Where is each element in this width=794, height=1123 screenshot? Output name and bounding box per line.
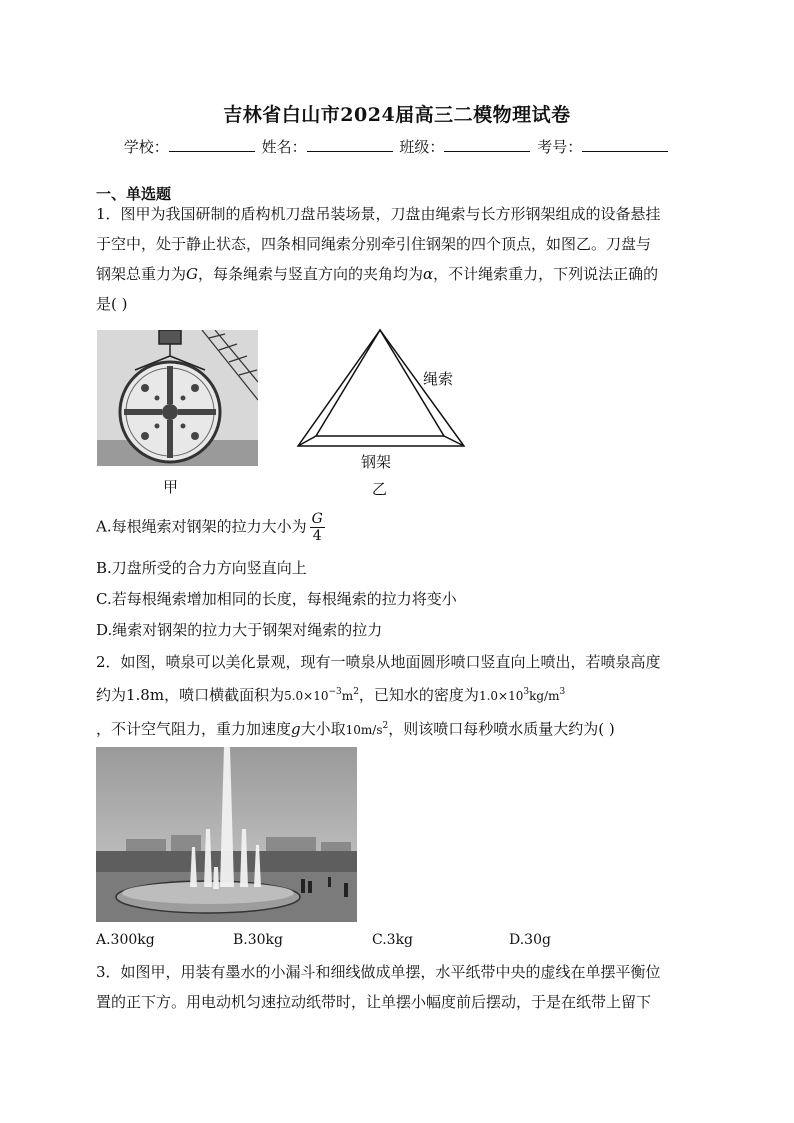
exam-number-blank[interactable] (582, 137, 668, 152)
q3-line-2: 置的正下方。用电动机匀速拉动纸带时，让单摆小幅度前后摆动，于是在纸带上留下 (96, 993, 652, 1011)
figure-fountain-photo (96, 747, 357, 922)
q2-line-3: ，不计空气阻力，重力加速度g大小取$10m/s^2$，则该喷口每秒喷水质量大约为( ) (96, 720, 615, 738)
symbol-G: G (186, 265, 198, 283)
school-label: 学校： (123, 138, 169, 156)
label-frame: 钢架 (361, 453, 392, 471)
exam-title: 吉林省白山市2024届高三二模物理试卷 (223, 104, 571, 126)
q1-option-c[interactable]: C.若每根绳索增加相同的长度，每根绳索的拉力将变小 (96, 590, 457, 608)
figure-a-caption: 甲 (163, 478, 179, 496)
symbol-alpha: α (423, 265, 434, 283)
q2-option-b[interactable]: B.30kg (233, 932, 283, 948)
q1-line-4: 是( ) (96, 295, 128, 313)
question-3-stem (96, 957, 696, 1017)
school-blank[interactable] (169, 137, 255, 152)
class-label: 班级： (399, 138, 445, 156)
label-rope: 绳索 (423, 370, 454, 388)
q1-option-a[interactable]: A.每根绳索对钢架的拉力大小为 $\frac{G}{4}$ (96, 511, 323, 544)
q1-line-3: 钢架总重力为G，每条绳索与竖直方向的夹角均为α，不计绳索重力，下列说法正确的 (96, 265, 659, 283)
section-heading: 一、单选题 (96, 185, 172, 203)
q1-line-1: 1．图甲为我国研制的盾构机刀盘吊装场景，刀盘由绳索与长方形钢架组成的设备悬挂 (96, 205, 661, 223)
question-1-stem (96, 199, 696, 319)
name-blank[interactable] (307, 137, 393, 152)
q2-option-a[interactable]: A.300kg (96, 932, 155, 948)
q2-line-1: 2．如图，喷泉可以美化景观，现有一喷泉从地面圆形喷口竖直向上喷出，若喷泉高度 (96, 653, 661, 671)
q1-line-2: 于空中，处于静止状态，四条相同绳索分别牵引住钢架的四个顶点，如图乙。刀盘与 (96, 235, 652, 253)
q2-option-c[interactable]: C.3kg (372, 932, 414, 948)
q1-option-b[interactable]: B.刀盘所受的合力方向竖直向上 (96, 559, 307, 577)
q2-option-d[interactable]: D.30g (509, 932, 551, 948)
question-2-stem (96, 647, 696, 745)
class-blank[interactable] (444, 137, 530, 152)
student-info-row (0, 136, 794, 157)
figure-cutterhead-photo (97, 330, 258, 466)
exam-number-label: 考号： (537, 138, 583, 156)
q2-line-2: 约为1.8m，喷口横截面积为$5.0\times 10^{-3}m^2$，已知水的密度为$1.0\times 10^3kg/m^3$ (96, 686, 566, 704)
name-label: 姓名： (261, 138, 307, 156)
fraction-G-over-4: $\frac{G}{4}$ (311, 511, 323, 544)
q3-line-1: 3．如图甲，用装有墨水的小漏斗和细线做成单摆，水平纸带中央的虚线在单摆平衡位 (96, 963, 661, 981)
q1-option-d[interactable]: D.绳索对钢架的拉力大于钢架对绳索的拉力 (96, 621, 383, 639)
figure-b-caption: 乙 (372, 480, 388, 498)
